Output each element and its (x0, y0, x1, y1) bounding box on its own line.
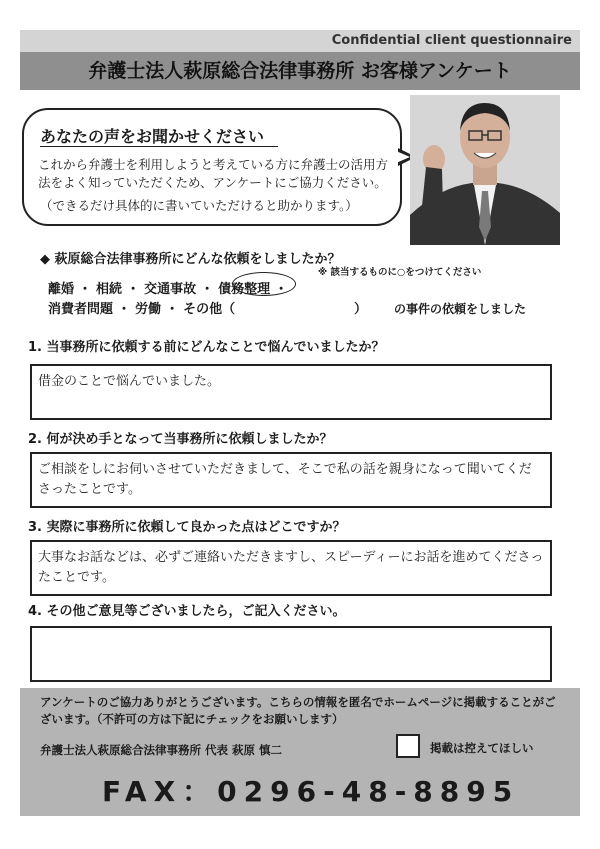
selected-category-circle (232, 272, 296, 296)
answer-4[interactable] (30, 626, 552, 682)
page-title: 弁護士法人萩原総合法律事務所 お客様アンケート (20, 52, 580, 90)
footer-thanks: アンケートのご協力ありがとうございます。こちらの情報を匿名でホームページに掲載することがございます。（不許可の方は下記にチェックをお願いします） (40, 695, 556, 726)
answer-1[interactable]: 借金のことで悩んでいました。 (30, 364, 552, 420)
request-type-question: ◆ 萩原総合法律事務所にどんな依頼をしましたか？ (40, 252, 341, 267)
question-3: 3. 実際に事務所に依頼して良かった点はどこですか？ (28, 520, 346, 535)
publish-opt-out-checkbox[interactable] (396, 734, 420, 758)
answer-2[interactable]: ご相談をしにお伺いさせていただきまして、そこで私の話を親身になって聞いてくださったことです。 (30, 452, 552, 508)
question-2: 2. 何が決め手となって当事務所に依頼しましたか？ (28, 432, 333, 447)
publish-opt-out-label: 掲載は控えてほしい (430, 741, 534, 755)
fax-number: FAX：0296-48-8895 (102, 775, 520, 808)
category-line-2: 消費者問題 ・ 労働 ・ その他（ (48, 302, 236, 317)
intro-note: （できるだけ具体的に書いていただけると助かります。） (40, 198, 358, 213)
footer-firm-name: 弁護士法人萩原総合法律事務所 代表 萩原 慎二 (40, 743, 283, 757)
question-1: 1. 当事務所に依頼する前にどんなことで悩んでいましたか？ (28, 340, 385, 355)
other-close-paren: ） (354, 302, 368, 317)
intro-title-underline (40, 146, 278, 147)
intro-text: これから弁護士を利用しようと考えている方に弁護士の活用方法をよく知っていただくため、アンケートにご協力ください。 (38, 157, 389, 190)
answer-3[interactable]: 大事なお話などは、必ずご連絡いただきますし、スピーディーにお話を進めてくださったことです。 (30, 540, 552, 596)
question-4: 4. その他ご意見等ございましたら，ご記入ください。 (28, 604, 346, 619)
category-suffix: の事件の依頼をしました (394, 302, 527, 316)
intro-title: あなたの声をお聞かせください (40, 127, 265, 146)
speech-bubble-tail-inner (396, 151, 410, 163)
request-type-note: ※ 該当するものに○をつけてください (318, 267, 482, 278)
lawyer-portrait-photo (410, 95, 560, 245)
category-line-1: 離婚 ・ 相続 ・ 交通事故 ・ 債務整理 ・ (48, 282, 288, 297)
header-tag: Confidential client questionnaire (20, 30, 580, 52)
